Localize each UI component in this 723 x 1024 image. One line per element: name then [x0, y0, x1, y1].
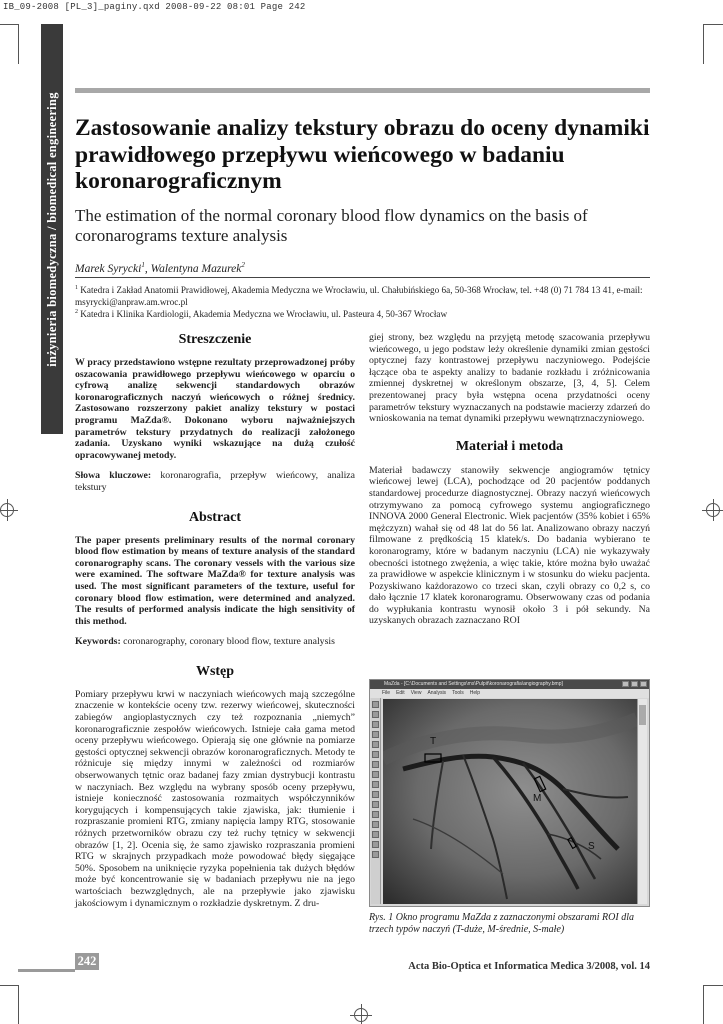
crop-mark [18, 985, 19, 1024]
label-s: S [588, 841, 595, 852]
tool-icon [372, 791, 379, 798]
registration-mark [706, 503, 720, 517]
figure-titlebar [370, 680, 649, 689]
heading-material: Materiał i metoda [455, 438, 564, 454]
label-m: M [533, 793, 542, 804]
keywords-label: Keywords: [75, 636, 121, 648]
heading-abstract: Abstract [188, 509, 242, 525]
figure-menu-item: File [382, 690, 391, 696]
right-column [369, 332, 650, 627]
section-sidebar-label: inżynieria biomedyczna / biomedical engineering [44, 91, 59, 367]
registration-mark [0, 503, 14, 517]
figure-menu-item: Help [469, 690, 481, 696]
tool-icon [372, 721, 379, 728]
figure-menu-item: Analysis [427, 690, 447, 696]
figure-window-title: MaZda - [C:\Documents and Settings\ms\Pulpit\koronarografia\angiography.bmp] [384, 681, 563, 687]
affiliation-number: 1 [75, 285, 78, 291]
crop-mark [18, 24, 19, 64]
figure-toolbar [371, 698, 381, 904]
keywords-text: koronarografia, przepływ wieńcowy, analiza tekstury [75, 470, 355, 493]
author-name: Walentyna Mazurek [150, 262, 242, 275]
figure-window-buttons [622, 681, 647, 687]
print-slug: IB_09-2008 [PL_3]_paginy.qxd 2008-09-22 08:01 Page 242 [3, 2, 306, 12]
left-column [75, 332, 355, 909]
affiliation-text: Katedra i Klinika Kardiologii, Akademia Medyczna we Wrocławiu, ul. Pasteura 4, 50-367 Wrocław [80, 309, 448, 320]
author-sup: 2 [241, 261, 245, 269]
tool-icon [372, 851, 379, 858]
figure-menubar [370, 689, 649, 698]
keywords-label: Słowa kluczowe: [75, 470, 152, 482]
affiliation-text: Katedra i Zakład Anatomii Prawidłowej, Akademia Medyczna we Wrocławiu, ul. Chałubińskiego 6a, 50-368 Wrocław, tel. +48 (0) 71 784 13 41, e-mail: msyrycki@anpraw.am.wroc.pl [75, 285, 643, 308]
intro-continuation: giej strony, bez względu na przyjętą metodę szacowania przepływu wieńcowego, u jego podstaw leży określenie dynamiki zmian gęstości optycznej fazy kontrastowej przepływu naczyniowego. Podejście łączące oba te aspekty analizy to badanie rozkładu i zróżnicowania zmiennej dyskretnej w określonym obszarze, [3, 4, 5]. Celem prezentowanej pracy była wstępna ocena przydatności oceny parametrów tekstury wyznaczanych na podstawie macierzy zdarzeń do wnioskowania na temat dynamiki przepływu wewnątrznaczyniowego. [369, 332, 650, 425]
tool-icon [372, 731, 379, 738]
title-polish: Zastosowanie analizy tekstury obrazu do oceny dynamiki prawidłowego przepływu wieńcowego w badaniu koronarograficznym [75, 115, 650, 194]
close-icon [640, 681, 647, 687]
journal-footer: Acta Bio-Optica et Informatica Medica 3/2008, vol. 14 [408, 961, 650, 972]
heading-streszczenie: Streszczenie [178, 332, 252, 347]
affiliation [75, 282, 650, 308]
authors [75, 261, 245, 275]
heading-wstep: Wstęp [195, 663, 235, 679]
tool-icon [372, 781, 379, 788]
tool-icon [372, 831, 379, 838]
title-english: The estimation of the normal coronary blood flow dynamics on the basis of coronarograms texture analysis [75, 206, 588, 245]
top-rule [75, 88, 650, 93]
affiliation-number: 2 [75, 309, 78, 315]
minimize-icon [622, 681, 629, 687]
wstep-body: Pomiary przepływu krwi w naczyniach wieńcowych mają szczególne znaczenie w kontekście oceny tzw. rezerwy wieńcowej, skuteczności zabiegów angioplastycznych czy też rozpoznania „niemych” koronarograficznie zespołów wieńcowych. Istnieje cała gama metod oceny przepływu wieńcowego. Opierają się one głównie na pomiarze gęstości optycznej sekwencji obrazów koronarograficznych. Metody te różnicuje się między innymi w zależności od rozmiarów obserwowanych tętnic oraz badanej fazy zmian dystrybucji kontrastu w naczyniach. Bez względu na wybrany sposób oceny przepływu, istnieje konieczność zastosowania rozmaitych współczynników korygujących i kompensujących takie zjawiska, jak: tłumienie i rozpraszanie promieni RTG, zmiany napięcia lampy RTG, stosowanie różnych przetworników obrazu czy też ruchy tętnicy w sekwencji obrazów [1, 2]. Ocenia się, że samo zjawisko rozpraszania promieni RTG w skrajnych przypadkach może powodować błędy sięgające 50%. Sposobem na uniknięcie ryzyka popełnienia tak dużych błędów może być koncentrowanie się w badaniach przepływu nie na jego wartościach bezwzględnych, ale na przepływie jako zjawisku jakościowym i dynamicznym o rozkładzie dyskretnym. Z dru- [75, 688, 355, 909]
tool-icon [372, 841, 379, 848]
page-number: 242 [77, 954, 97, 968]
scrollbar-thumb [639, 705, 646, 725]
author-separator: , [144, 262, 151, 275]
footer-rule [18, 969, 75, 972]
figure-mazda-window [369, 679, 650, 907]
tool-icon [372, 801, 379, 808]
keywords-text: coronarography, coronary blood flow, texture analysis [120, 636, 335, 648]
abstract-keywords [75, 636, 355, 648]
tool-icon [372, 821, 379, 828]
crop-mark [0, 985, 18, 986]
tool-icon [372, 711, 379, 718]
figure-caption: Rys. 1 Okno programu MaZda z zaznaczonymi obszarami ROI dla trzech typów naczyń (T-duże, M-średnie, S-małe) [369, 912, 634, 935]
crop-mark [0, 24, 18, 25]
abstract-body: The paper presents preliminary results of the normal coronary blood flow estimation by means of texture analysis of the standard coronarography scans. The coronary vessels with the various size were examined. The software MaZda® for texture analysis was used. The most significant parameters of the texture, useful for coronary blood flow estimation, were determined and analyzed. The results of performed analysis indicate the high sensitivity of this method. [75, 534, 355, 627]
figure-menu-item: View [410, 690, 422, 696]
page-number-box [75, 953, 99, 970]
tool-icon [372, 701, 379, 708]
figure-menu-item: Edit [396, 690, 405, 696]
author-rule [75, 277, 650, 278]
author-sup: 1 [141, 261, 145, 269]
figure-menu-item: Tools [452, 690, 464, 696]
author-name: Marek Syrycki [75, 262, 142, 275]
material-body: Materiał badawczy stanowiły sekwencje angiogramów tętnicy wieńcowej lewej (LCA), pochodzące od 20 pacjentów poddanych standardowej procedurze diagnostycznej. Obrazy naczyń wieńcowych otrzymywano za pomocą cyfrowego systemu angiograficznego INNOVA 2000 General Electronic. Wiek pacjentów (35% kobiet i 65% mężczyzn) wahał się od 48 lat do 56 lat. Analizowano obrazy naczyń filmowane z prędkością 15 klatek/s. Do badania wybierano te koronarogramy, które w badanym naczyniu (LCA) nie wykazywały obecności istotnego zwężenia, a więc takie, które można było uważać za prawidłowe w aspekcie klinicznym i w stosunku do wieku pacjenta. Pozyskiwano każdorazowo co trzeci skan, czyli obrazy co 0,2 s, co dało łącznie 17 klatek koronarogramu. Obserwowany czas od podania do wypłukania kontrastu wynosił około 3 i pół sekundy. Na uzyskanych obrazach zaznaczano ROI [369, 464, 650, 627]
streszczenie-body: W pracy przedstawiono wstępne rezultaty przeprowadzonej próby oszacowania prawidłowego przepływu wieńcowego w oparciu o cyfrową analizę sekwencji standardowych obrazów koronarograficznych naczyń wieńcowych o różnej średnicy. Zastosowano rozszerzony pakiet analizy tekstury w postaci programu MaZda®. Dokonano wyboru najważniejszych parametrów tekstury przydatnych do realizacji założonego zadania. Uzyskano wyniki wskazujące na dużą czułość opracowywanej metody. [75, 357, 355, 461]
registration-mark [354, 1008, 368, 1022]
streszczenie-keywords [75, 470, 355, 493]
angiogram-image [383, 699, 637, 904]
tool-icon [372, 771, 379, 778]
tool-icon [372, 751, 379, 758]
tool-icon [372, 761, 379, 768]
crop-mark [703, 24, 723, 25]
section-sidebar-label-wrap [41, 24, 63, 434]
tool-icon [372, 811, 379, 818]
label-t: T [430, 736, 437, 747]
angiogram-svg [383, 699, 637, 904]
crop-mark [703, 985, 704, 1024]
affiliation [75, 306, 650, 320]
tool-icon [372, 741, 379, 748]
crop-mark [703, 985, 723, 986]
crop-mark [703, 24, 704, 64]
figure-scrollbar [637, 699, 647, 904]
maximize-icon [631, 681, 638, 687]
